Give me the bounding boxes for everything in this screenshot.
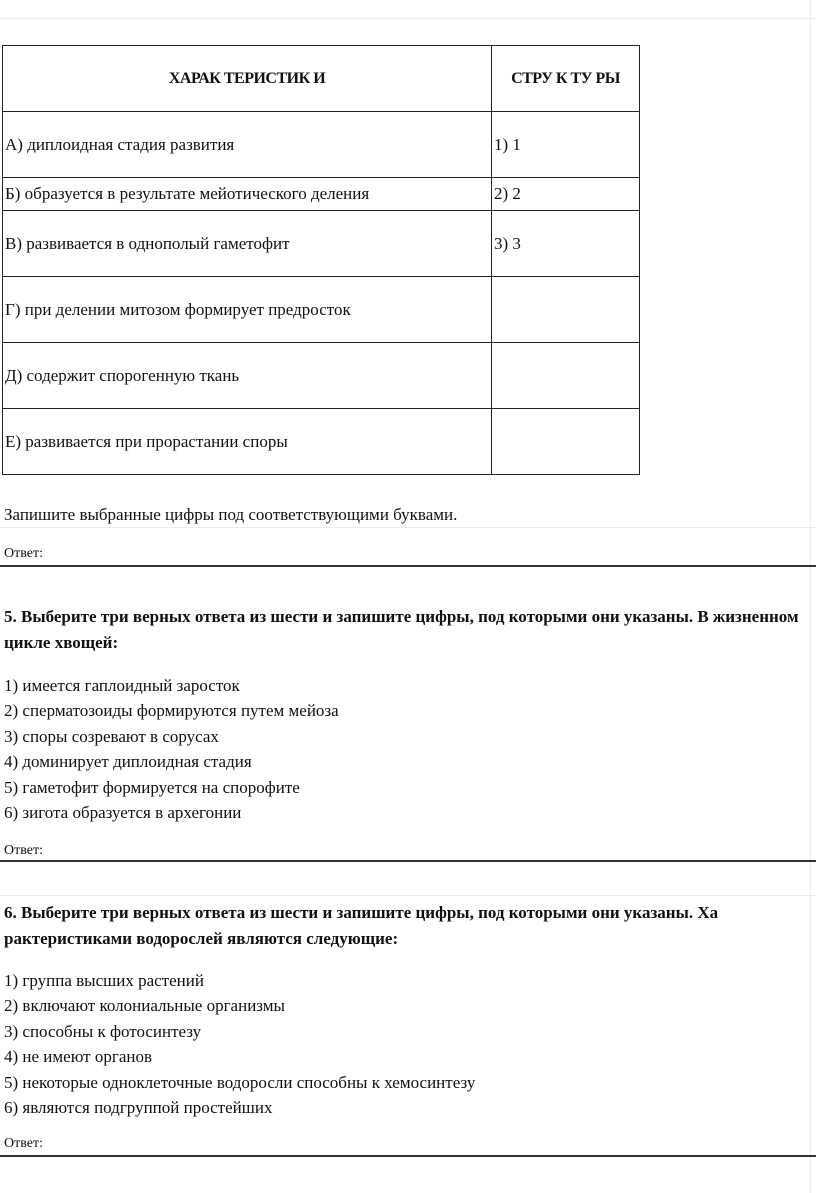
list-item: 2) включают колониальные организмы xyxy=(4,996,285,1016)
cell-structure: 3) 3 xyxy=(492,211,640,277)
header-structures: СТРУ К ТУ РЫ xyxy=(492,46,640,112)
list-item: 6) являются подгруппой простейших xyxy=(4,1098,273,1118)
matching-table xyxy=(2,45,640,475)
table-header-row xyxy=(3,46,640,112)
cell-characteristic: В) развивается в однополый гаметофит xyxy=(3,211,492,277)
cell-characteristic: Б) образуется в результате мейотического деления xyxy=(3,178,492,211)
ruled-line xyxy=(0,895,816,896)
question-6-options xyxy=(4,968,804,1120)
cell-structure xyxy=(492,409,640,475)
list-item: 6) зигота образуется в архегонии xyxy=(4,803,242,823)
table-row xyxy=(3,277,640,343)
question-5-options xyxy=(4,673,804,825)
answer-label: Ответ: xyxy=(4,546,43,561)
list-item: 2) сперматозоиды формируются путем мейоза xyxy=(4,701,339,721)
list-item: 4) доминирует диплоидная стадия xyxy=(4,752,252,772)
table-row xyxy=(3,211,640,277)
cell-structure xyxy=(492,343,640,409)
table-row xyxy=(3,178,640,211)
cell-structure: 1) 1 xyxy=(492,112,640,178)
cell-characteristic: Г) при делении митозом формирует предросток xyxy=(3,277,492,343)
list-item: 3) способны к фотосинтезу xyxy=(4,1021,202,1041)
header-characteristics: ХАРАК ТЕРИСТИК И xyxy=(3,46,492,112)
table-row xyxy=(3,112,640,178)
list-item: 5) гаметофит формируется на спорофите xyxy=(4,777,300,797)
list-item: 3) споры созревают в сорусах xyxy=(4,726,219,746)
list-item: 1) группа высших растений xyxy=(4,971,204,990)
cell-characteristic: А) диплоидная стадия развития xyxy=(3,112,492,178)
cell-characteristic: Е) развивается при прорастании споры xyxy=(3,409,492,475)
table-row xyxy=(3,409,640,475)
answer-line[interactable] xyxy=(0,1155,816,1157)
ruled-line xyxy=(0,18,816,19)
question-5-title: 5. Выберите три верных ответа из шести и запишите цифры, под которыми они указаны. В жизненном цикле хвощей: xyxy=(4,607,799,652)
instruction-text: Запишите выбранные цифры под соответствующими буквами. xyxy=(4,505,458,524)
ruled-line xyxy=(0,527,816,528)
cell-characteristic: Д) содержит спорогенную ткань xyxy=(3,343,492,409)
table-row xyxy=(3,343,640,409)
answer-line[interactable] xyxy=(0,860,816,862)
list-item: 1) имеется гаплоидный заросток xyxy=(4,676,240,695)
ruled-line xyxy=(810,0,811,1193)
question-6-title: 6. Выберите три верных ответа из шести и запишите цифры, под которыми они указаны. Ха рактеристиками водорослей являются следующие: xyxy=(4,903,719,948)
answer-label: Ответ: xyxy=(4,843,43,858)
list-item: 4) не имеют органов xyxy=(4,1047,153,1067)
answer-label: Ответ: xyxy=(4,1136,43,1151)
answer-line[interactable] xyxy=(0,565,816,567)
cell-structure xyxy=(492,277,640,343)
list-item: 5) некоторые одноклеточные водоросли способны к хемосинтезу xyxy=(4,1072,476,1092)
cell-structure: 2) 2 xyxy=(492,178,640,211)
